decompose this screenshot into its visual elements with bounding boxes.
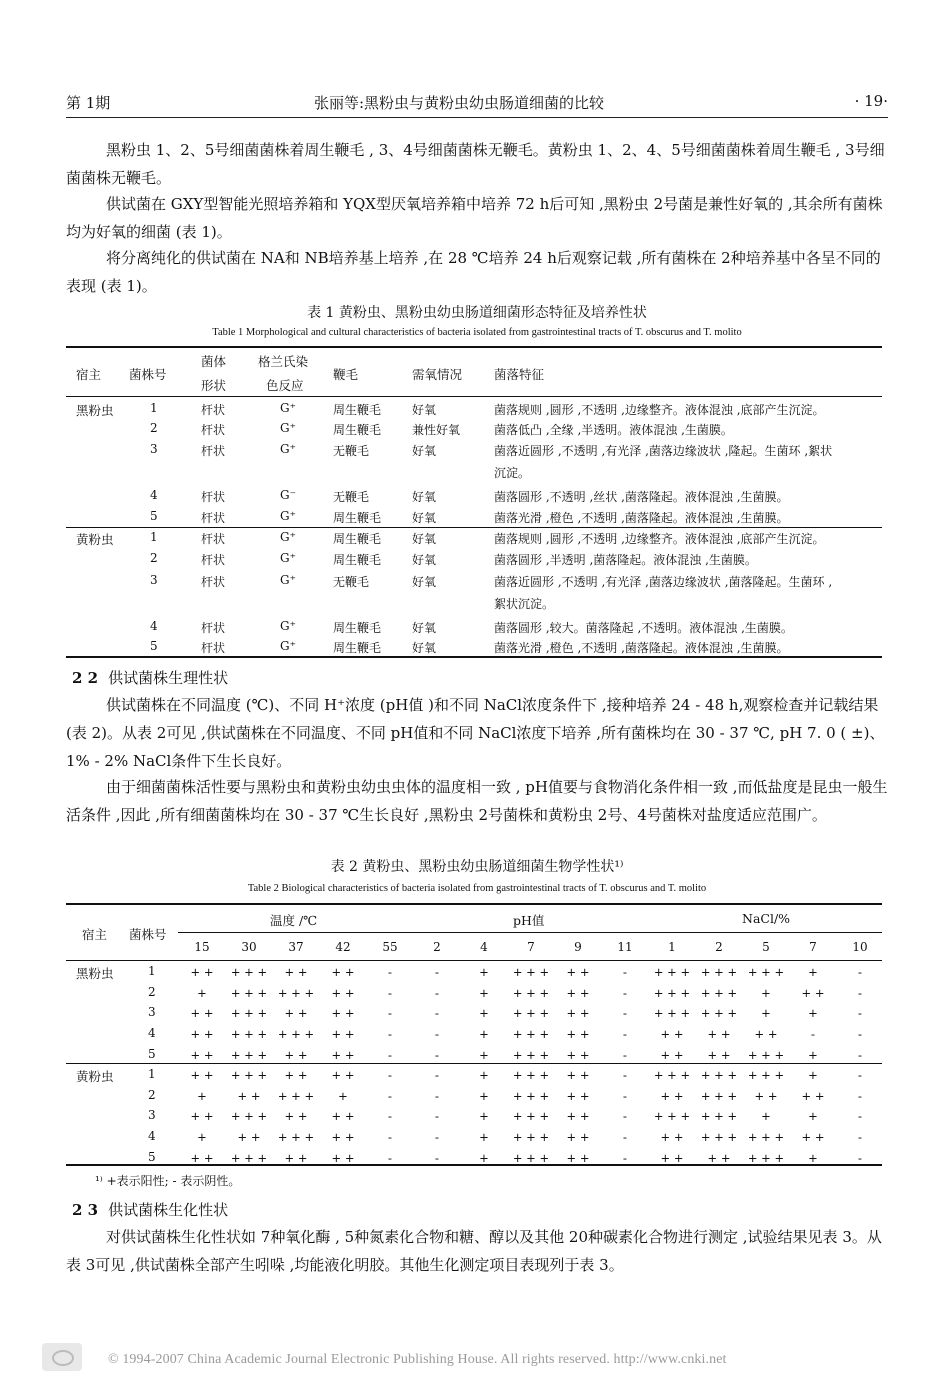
t2-result-cell: + + <box>566 1027 590 1041</box>
t2-result-cell: + + + <box>700 965 738 979</box>
table1-caption-en: Table 1 Morphological and cultural characteristics of bacteria isolated from gastrointestinal tracts of T. obscurus and T. molito <box>212 327 742 338</box>
t1-header-gram: 格兰氏染 <box>258 354 309 369</box>
t1-cell-flag: 周生鞭毛 <box>333 423 382 437</box>
t2-result-cell: + + <box>801 1130 825 1144</box>
t2-result-cell: - <box>857 1027 863 1041</box>
t2-result-cell: + + + <box>700 1109 738 1123</box>
t2-result-cell: + <box>338 1089 348 1103</box>
t2-subheader-temps: 15 <box>194 940 210 954</box>
page-number: · 19· <box>854 92 888 110</box>
table1-top-rule <box>66 346 882 348</box>
t2-header-ph: pH值 <box>513 913 545 928</box>
t2-result-cell: + + + <box>512 1068 550 1082</box>
t1-cell-flag: 周生鞭毛 <box>333 553 382 567</box>
running-title: 张丽等:黑粉虫与黄粉虫幼虫肠道细菌的比较 <box>314 94 605 112</box>
t2-result-cell: - <box>857 1089 863 1103</box>
t1-cell-flag: 周生鞭毛 <box>333 511 382 525</box>
t2-result-cell: + + + <box>512 1151 550 1165</box>
t1-cell-flag: 周生鞭毛 <box>333 403 382 417</box>
t1-header-colony: 菌落特征 <box>494 367 545 382</box>
t2-result-cell: + + <box>801 986 825 1000</box>
t1-cell-oxy: 好氧 <box>412 511 437 525</box>
t2-result-cell: + <box>808 965 818 979</box>
t1-cell-shape: 杆状 <box>201 575 226 589</box>
t2-result-cell: + + + <box>277 986 315 1000</box>
t2-result-cell: + + + <box>230 1068 268 1082</box>
t2-result-cell: + <box>808 1151 818 1165</box>
t2-result-cell: - <box>387 1027 393 1041</box>
t2-result-cell: + <box>479 1027 489 1041</box>
t2-result-cell: + + + <box>747 1151 785 1165</box>
section-2-3-heading <box>72 1199 228 1220</box>
t2-result-cell: + + + <box>512 1089 550 1103</box>
t2-result-cell: + + <box>331 1068 355 1082</box>
t1-cell-shape: 杆状 <box>201 621 226 635</box>
table1-bottom-rule <box>66 656 882 658</box>
t2-result-cell: + + <box>754 1089 778 1103</box>
t2-result-cell: + + <box>284 965 308 979</box>
t2-host-yellow: 黄粉虫 <box>76 1069 114 1084</box>
t2-result-cell: + + <box>190 1109 214 1123</box>
t2-result-cell: + + <box>190 1151 214 1165</box>
t2-result-cell: - <box>857 1068 863 1082</box>
t1-cell-shape: 杆状 <box>201 490 226 504</box>
t2-result-cell: + + + <box>512 986 550 1000</box>
t2-result-cell: + + <box>284 1109 308 1123</box>
copyright-notice: © 1994-2007 China Academic Journal Electronic Publishing House. All rights reserved. http://www.cnki.net <box>108 1352 727 1367</box>
t2-header-strain: 菌株号 <box>129 927 167 942</box>
t1-header-oxygen: 需氧情况 <box>412 367 463 382</box>
t2-result-cell: - <box>434 1130 440 1144</box>
t2-result-cell: + + + <box>653 1109 691 1123</box>
t2-result-cell: + <box>197 986 207 1000</box>
t2-result-cell: + <box>479 1151 489 1165</box>
t2-subheader-phs: 11 <box>617 940 633 954</box>
t2-result-cell: + + + <box>700 1130 738 1144</box>
t1-cell-flag: 无鞭毛 <box>333 575 370 589</box>
t2-subheader-phs: 7 <box>527 940 535 954</box>
t1-cell-col1: 菌落近圆形 ,不透明 ,有光泽 ,菌落边缘波状 ,菌落隆起。生菌环 , <box>494 575 833 589</box>
t2-subheader-temps: 55 <box>382 940 398 954</box>
t2-result-cell: + + + <box>277 1089 315 1103</box>
t2-result-cell: + + <box>190 1048 214 1062</box>
t2-result-cell: + + <box>707 1048 731 1062</box>
t2-result-cell: - <box>387 1089 393 1103</box>
t1-cell-gram: G⁺ <box>280 442 296 456</box>
t2-result-cell: + + + <box>747 1068 785 1082</box>
t2-strain-number: 5 <box>148 1150 156 1164</box>
t2-result-cell: + + <box>566 1089 590 1103</box>
t2-result-cell: + + <box>660 1089 684 1103</box>
t1-cell-oxy: 好氧 <box>412 532 437 546</box>
t1-cell-n: 4 <box>150 619 158 633</box>
t2-result-cell: + + + <box>700 1006 738 1020</box>
t2-result-cell: + + + <box>512 965 550 979</box>
t2-strain-number: 3 <box>148 1108 156 1122</box>
t2-result-cell: + <box>479 1048 489 1062</box>
t2-subheader-nacls: 2 <box>715 940 723 954</box>
paragraph-oxygen: 供试菌在 GXY型智能光照培养箱和 YQX型厌氧培养箱中培养 72 h后可知 ,黑粉虫 2号菌是兼性好氧的 ,其余所有菌株均为好氧的细菌 (表 1)。 <box>66 195 883 241</box>
t2-result-cell: + <box>761 1109 771 1123</box>
t1-header-strain: 菌株号 <box>129 367 167 382</box>
t2-result-cell: + + + <box>230 1048 268 1062</box>
t2-result-cell: - <box>387 1048 393 1062</box>
t1-header-shape: 菌体 <box>201 354 227 369</box>
t2-result-cell: + + <box>331 1109 355 1123</box>
t2-result-cell: + <box>808 1048 818 1062</box>
t2-result-cell: - <box>434 1068 440 1082</box>
t2-subheader-phs: 4 <box>480 940 488 954</box>
t2-strain-number: 4 <box>148 1026 156 1040</box>
t2-result-cell: + + <box>331 1006 355 1020</box>
table1-group-rule <box>66 527 882 528</box>
t2-result-cell: + + + <box>653 1068 691 1082</box>
t1-cell-shape: 杆状 <box>201 444 226 458</box>
t2-result-cell: - <box>857 965 863 979</box>
t1-cell-flag: 无鞭毛 <box>333 490 370 504</box>
t2-result-cell: - <box>434 1006 440 1020</box>
t1-cell-n: 5 <box>150 509 158 523</box>
t1-cell-col2: 沉淀。 <box>494 466 531 480</box>
t2-result-cell: - <box>857 986 863 1000</box>
t2-result-cell: + + <box>331 1027 355 1041</box>
t1-cell-n: 3 <box>150 573 158 587</box>
t1-header-flagella: 鞭毛 <box>333 367 359 382</box>
t2-host-black: 黑粉虫 <box>76 966 114 981</box>
t2-result-cell: - <box>387 986 393 1000</box>
t2-result-cell: + + <box>566 1130 590 1144</box>
t2-subheader-phs: 9 <box>574 940 582 954</box>
t1-cell-flag: 周生鞭毛 <box>333 641 382 655</box>
t1-cell-col1: 菌落圆形 ,较大。菌落隆起 ,不透明。液体混浊 ,生菌膜。 <box>494 621 793 635</box>
t2-result-cell: + + + <box>512 1130 550 1144</box>
t2-result-cell: + + + <box>512 1048 550 1062</box>
t2-result-cell: + + + <box>747 965 785 979</box>
t1-cell-n: 1 <box>150 530 158 544</box>
t2-result-cell: + + <box>284 1068 308 1082</box>
t1-cell-flag: 无鞭毛 <box>333 444 370 458</box>
t2-result-cell: + + + <box>230 1006 268 1020</box>
t2-result-cell: + + + <box>512 1027 550 1041</box>
t2-result-cell: - <box>622 1048 628 1062</box>
t2-result-cell: + + <box>284 1006 308 1020</box>
t1-cell-shape: 杆状 <box>201 403 226 417</box>
t2-result-cell: + + + <box>512 1006 550 1020</box>
t2-result-cell: - <box>434 1109 440 1123</box>
section-2-3-title: 供试菌株生化性状 <box>108 1201 229 1219</box>
t1-cell-gram: G⁺ <box>280 639 296 653</box>
section-2-3-number: 2 3 <box>72 1201 99 1219</box>
t2-result-cell: + + + <box>230 986 268 1000</box>
t2-header-host: 宿主 <box>82 927 108 942</box>
table1-header-rule <box>66 396 882 397</box>
t2-strain-number: 1 <box>148 1067 156 1081</box>
t2-result-cell: + <box>479 1006 489 1020</box>
t1-cell-gram: G⁺ <box>280 509 296 523</box>
t1-cell-gram: G⁺ <box>280 530 296 544</box>
t2-result-cell: + + + <box>700 1068 738 1082</box>
t2-header-nacl: NaCl/% <box>742 911 791 926</box>
t1-cell-oxy: 好氧 <box>412 490 437 504</box>
t1-header-shape2: 形状 <box>201 378 227 393</box>
paragraph-biochem: 对供试菌株生化性状如 7种氧化酶 , 5种氮素化合物和糖、醇以及其他 20种碳素化合物进行测定 ,试验结果见表 3。从表 3可见 ,供试菌株全部产生吲哚 ,均能液化明胶。其他生化测定项目表现列于表 3。 <box>66 1228 882 1274</box>
t1-cell-col1: 菌落低凸 ,全缘 ,半透明。液体混浊 ,生菌膜。 <box>494 423 733 437</box>
t2-result-cell: + + <box>566 1048 590 1062</box>
t2-result-cell: + + <box>566 965 590 979</box>
t1-cell-flag: 周生鞭毛 <box>333 532 382 546</box>
t1-cell-gram: G⁻ <box>280 488 296 502</box>
t2-result-cell: + + <box>660 1151 684 1165</box>
t2-result-cell: + + <box>566 1109 590 1123</box>
t2-result-cell: - <box>622 1109 628 1123</box>
t2-result-cell: + + <box>331 986 355 1000</box>
t2-result-cell: + <box>761 986 771 1000</box>
t2-result-cell: - <box>622 1151 628 1165</box>
t2-result-cell: + + <box>566 1006 590 1020</box>
t1-cell-col1: 菌落光滑 ,橙色 ,不透明 ,菌落隆起。液体混浊 ,生菌膜。 <box>494 641 789 655</box>
t1-cell-col2: 絮状沉淀。 <box>494 597 555 611</box>
t2-result-cell: + + <box>660 1027 684 1041</box>
t2-result-cell: + + <box>801 1089 825 1103</box>
t2-result-cell: - <box>622 1089 628 1103</box>
t2-result-cell: + <box>479 1109 489 1123</box>
t2-result-cell: + <box>808 1006 818 1020</box>
t2-result-cell: + + + <box>700 986 738 1000</box>
t2-strain-number: 3 <box>148 1005 156 1019</box>
t2-result-cell: + + <box>331 965 355 979</box>
t2-strain-number: 2 <box>148 985 156 999</box>
t2-result-cell: + <box>808 1109 818 1123</box>
t2-subheader-temps: 30 <box>241 940 257 954</box>
t2-result-cell: + + <box>237 1130 261 1144</box>
t2-result-cell: - <box>810 1027 816 1041</box>
table2-top-rule <box>66 903 882 905</box>
t2-result-cell: + + <box>190 1027 214 1041</box>
t2-strain-number: 4 <box>148 1129 156 1143</box>
t2-result-cell: + + <box>331 1048 355 1062</box>
t1-cell-col1: 菌落圆形 ,不透明 ,丝状 ,菌落隆起。液体混浊 ,生菌膜。 <box>494 490 789 504</box>
t1-cell-oxy: 好氧 <box>412 553 437 567</box>
t2-result-cell: + + + <box>512 1109 550 1123</box>
table2-subheader-rule <box>178 932 882 933</box>
t1-cell-gram: G⁺ <box>280 421 296 435</box>
t2-result-cell: + + <box>707 1027 731 1041</box>
t2-result-cell: + + <box>284 1151 308 1165</box>
section-2-2-title: 供试菌株生理性状 <box>108 669 229 687</box>
t2-result-cell: + <box>761 1006 771 1020</box>
t2-result-cell: + + + <box>747 1048 785 1062</box>
t1-host-black: 黑粉虫 <box>76 403 114 418</box>
t1-header-gram2: 色反应 <box>266 378 304 393</box>
t2-strain-number: 2 <box>148 1088 156 1102</box>
t1-cell-n: 5 <box>150 639 158 653</box>
t2-subheader-nacls: 5 <box>762 940 770 954</box>
t2-subheader-nacls: 1 <box>668 940 676 954</box>
section-2-2-heading <box>72 667 228 688</box>
t2-result-cell: + + + <box>747 1130 785 1144</box>
t2-subheader-nacls: 7 <box>809 940 817 954</box>
t2-result-cell: + <box>808 1068 818 1082</box>
t1-cell-col1: 菌落圆形 ,半透明 ,菌落隆起。液体混浊 ,生菌膜。 <box>494 553 757 567</box>
t2-result-cell: - <box>622 1068 628 1082</box>
t2-result-cell: - <box>622 965 628 979</box>
t1-header-host: 宿主 <box>76 367 102 382</box>
t2-subheader-phs: 2 <box>433 940 441 954</box>
t2-subheader-nacls: 10 <box>852 940 868 954</box>
t2-result-cell: - <box>857 1151 863 1165</box>
t2-result-cell: + <box>479 986 489 1000</box>
t1-cell-shape: 杆状 <box>201 511 226 525</box>
t2-result-cell: + + <box>190 1006 214 1020</box>
t2-subheader-temps: 42 <box>335 940 351 954</box>
t2-result-cell: - <box>857 1130 863 1144</box>
t2-result-cell: + + + <box>230 1109 268 1123</box>
t2-result-cell: + + <box>331 1130 355 1144</box>
paragraph-culture: 将分离纯化的供试菌在 NA和 NB培养基上培养 ,在 28 ℃培养 24 h后观察记载 ,所有菌株在 2种培养基中各呈不同的表现 (表 1)。 <box>66 249 881 295</box>
t2-result-cell: - <box>434 1089 440 1103</box>
t2-result-cell: + + + <box>653 965 691 979</box>
t2-result-cell: + <box>479 1068 489 1082</box>
t1-cell-shape: 杆状 <box>201 423 226 437</box>
t2-result-cell: + <box>197 1130 207 1144</box>
t2-result-cell: - <box>857 1048 863 1062</box>
table2-caption-en: Table 2 Biological characteristics of bacteria isolated from gastrointestinal tracts of T. obscurus and T. molito <box>247 883 707 894</box>
t1-cell-n: 3 <box>150 442 158 456</box>
t1-cell-oxy: 兼性好氧 <box>412 423 461 437</box>
t1-cell-oxy: 好氧 <box>412 403 437 417</box>
t2-result-cell: - <box>434 1048 440 1062</box>
t2-result-cell: - <box>434 1151 440 1165</box>
t1-cell-gram: G⁺ <box>280 573 296 587</box>
t2-result-cell: + + <box>707 1151 731 1165</box>
t2-strain-number: 1 <box>148 964 156 978</box>
t1-cell-shape: 杆状 <box>201 532 226 546</box>
t1-cell-oxy: 好氧 <box>412 444 437 458</box>
t2-result-cell: + + <box>331 1151 355 1165</box>
t2-result-cell: + + + <box>700 1089 738 1103</box>
t2-result-cell: - <box>387 1006 393 1020</box>
t2-result-cell: - <box>622 1130 628 1144</box>
t2-result-cell: - <box>622 1006 628 1020</box>
table2-caption-cn: 表 2 黄粉虫、黑粉虫幼虫肠道细菌生物学性状¹⁾ <box>330 859 624 875</box>
table1-caption-cn: 表 1 黄粉虫、黑粉虫幼虫肠道细菌形态特征及培养性状 <box>307 305 647 321</box>
t1-cell-col1: 菌落光滑 ,橙色 ,不透明 ,菌落隆起。液体混浊 ,生菌膜。 <box>494 511 789 525</box>
t1-cell-n: 4 <box>150 488 158 502</box>
t2-result-cell: - <box>387 1151 393 1165</box>
t2-result-cell: + + <box>566 986 590 1000</box>
t1-cell-col1: 菌落规则 ,圆形 ,不透明 ,边缘整齐。液体混浊 ,底部产生沉淀。 <box>494 532 825 546</box>
t1-cell-gram: G⁺ <box>280 551 296 565</box>
header-rule <box>66 117 888 118</box>
t2-result-cell: + + <box>190 965 214 979</box>
t2-result-cell: - <box>434 965 440 979</box>
t1-cell-gram: G⁺ <box>280 401 296 415</box>
paragraph-flagella: 黑粉虫 1、2、5号细菌菌株着周生鞭毛 , 3、4号细菌菌株无鞭毛。黄粉虫 1、2、4、5号细菌菌株着周生鞭毛 , 3号细菌菌株无鞭毛。 <box>66 141 885 187</box>
t1-cell-flag: 周生鞭毛 <box>333 621 382 635</box>
table2-group-rule <box>66 1063 882 1064</box>
t2-result-cell: - <box>857 1109 863 1123</box>
t2-strain-number: 5 <box>148 1047 156 1061</box>
paragraph-discussion: 由于细菌菌株活性要与黑粉虫和黄粉虫幼虫虫体的温度相一致 , pH值要与食物消化条件相一致 ,而低盐度是昆虫一般生活条件 ,因此 ,所有细菌菌株均在 30 - 37 ℃生长良好 ,黑粉虫 2号菌株和黄粉虫 2号、4号菌株对盐度适应范围广。 <box>66 778 888 824</box>
t1-cell-shape: 杆状 <box>201 553 226 567</box>
t1-cell-n: 2 <box>150 421 158 435</box>
t2-result-cell: + + + <box>653 986 691 1000</box>
t2-result-cell: + <box>479 1130 489 1144</box>
t1-cell-shape: 杆状 <box>201 641 226 655</box>
t2-result-cell: + + + <box>277 1130 315 1144</box>
t2-result-cell: + + <box>566 1151 590 1165</box>
t2-result-cell: + + <box>754 1027 778 1041</box>
t2-result-cell: - <box>434 1027 440 1041</box>
t1-cell-oxy: 好氧 <box>412 575 437 589</box>
t2-result-cell: + <box>479 1089 489 1103</box>
t2-result-cell: + + <box>284 1048 308 1062</box>
t2-result-cell: - <box>434 986 440 1000</box>
t2-result-cell: + + <box>660 1048 684 1062</box>
section-2-2-number: 2 2 <box>72 669 99 687</box>
issue-number: 第 1期 <box>66 94 111 112</box>
t1-host-yellow: 黄粉虫 <box>76 532 114 547</box>
t2-result-cell: - <box>622 986 628 1000</box>
t2-result-cell: - <box>387 1068 393 1082</box>
t2-result-cell: + <box>197 1089 207 1103</box>
t2-result-cell: + + <box>660 1130 684 1144</box>
t1-cell-gram: G⁺ <box>280 619 296 633</box>
t2-result-cell: + + + <box>653 1006 691 1020</box>
t2-result-cell: + + + <box>230 1151 268 1165</box>
t1-cell-oxy: 好氧 <box>412 641 437 655</box>
t1-cell-col1: 菌落规则 ,圆形 ,不透明 ,边缘整齐。液体混浊 ,底部产生沉淀。 <box>494 403 825 417</box>
t1-cell-n: 2 <box>150 551 158 565</box>
t2-result-cell: - <box>387 965 393 979</box>
t2-result-cell: + + <box>190 1068 214 1082</box>
t2-header-temp: 温度 /℃ <box>270 913 318 928</box>
t2-result-cell: - <box>387 1130 393 1144</box>
t1-cell-oxy: 好氧 <box>412 621 437 635</box>
t2-result-cell: + + <box>237 1089 261 1103</box>
t2-result-cell: + + + <box>230 965 268 979</box>
paragraph-physiology: 供试菌株在不同温度 (℃)、不同 H⁺浓度 (pH值 )和不同 NaCl浓度条件下 ,接种培养 24 - 48 h,观察检查并记载结果 (表 2)。从表 2可见 ,供试菌株在不同温度、不同 pH值和不同 NaCl浓度下培养 ,所有菌株均在 30 - 37 ℃, pH 7. 0 ( ±)、1% - 2% NaCl条件下生长良好。 <box>66 696 885 770</box>
running-header <box>66 92 888 116</box>
t1-cell-col1: 菌落近圆形 ,不透明 ,有光泽 ,菌落边缘波状 ,隆起。生菌环 ,絮状 <box>494 444 833 458</box>
cnki-logo <box>42 1343 82 1371</box>
t2-result-cell: + + <box>566 1068 590 1082</box>
t1-cell-n: 1 <box>150 401 158 415</box>
t2-result-cell: - <box>387 1109 393 1123</box>
t2-result-cell: + + + <box>277 1027 315 1041</box>
t2-result-cell: + <box>479 965 489 979</box>
t2-result-cell: + + + <box>230 1027 268 1041</box>
table2-bottom-rule <box>66 1164 882 1166</box>
table2-header-rule <box>66 960 882 961</box>
table2-footnote: ¹⁾ +表示阳性; - 表示阴性。 <box>95 1174 241 1188</box>
t2-result-cell: - <box>857 1006 863 1020</box>
t2-result-cell: - <box>622 1027 628 1041</box>
t2-subheader-temps: 37 <box>288 940 304 954</box>
